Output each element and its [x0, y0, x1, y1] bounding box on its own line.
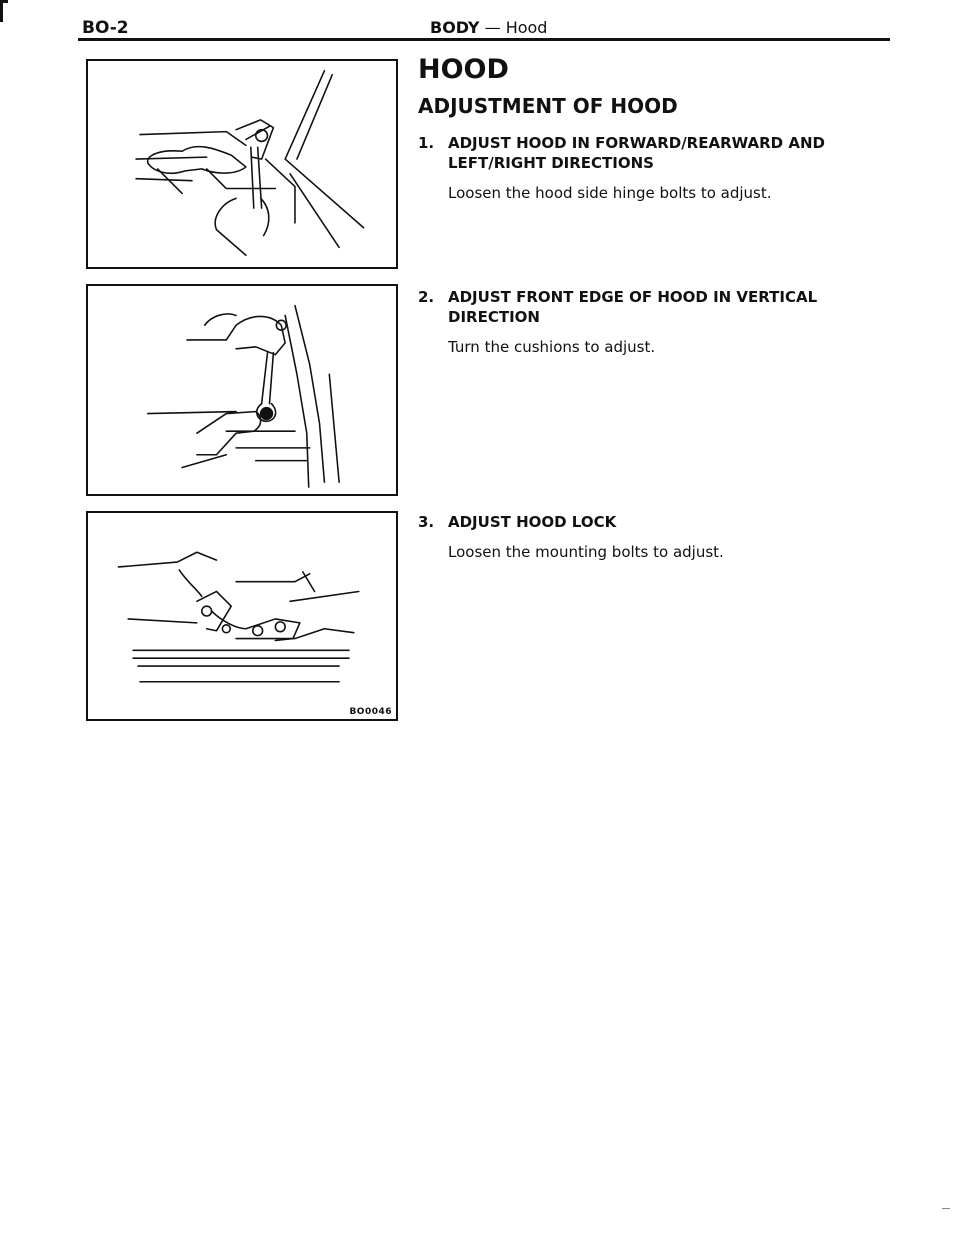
- step-3-body: Loosen the mounting bolts to adjust.: [448, 543, 724, 561]
- step-1-body: Loosen the hood side hinge bolts to adjust.: [448, 184, 772, 202]
- page-number: BO-2: [82, 18, 129, 38]
- header-topic: Hood: [505, 18, 548, 37]
- header-rule: [78, 38, 890, 41]
- step-2-header: [418, 287, 888, 327]
- step-1-heading: ADJUST HOOD IN FORWARD/REARWARD AND LEFT/RIGHT DIRECTIONS: [448, 134, 825, 172]
- figure-code: BO0046: [349, 707, 392, 717]
- step-2: [418, 287, 888, 357]
- scan-speck: [942, 1208, 950, 1209]
- step-1: [418, 133, 888, 203]
- step-3-number: 3.: [418, 513, 435, 531]
- header-dash: —: [484, 18, 501, 37]
- step-1-header: [418, 133, 888, 173]
- figure-cushion-adjustment: [86, 284, 398, 496]
- page-corner-mark: [0, 0, 8, 22]
- step-2-number: 2.: [418, 288, 435, 306]
- header-section: BODY: [430, 18, 480, 37]
- hinge-adjustment-illustration: [88, 61, 396, 267]
- step-1-number: 1.: [418, 134, 435, 152]
- step-3-header: [418, 512, 888, 532]
- section-subtitle: ADJUSTMENT OF HOOD: [418, 94, 678, 118]
- figure-hinge-adjustment: [86, 59, 398, 269]
- step-2-body: Turn the cushions to adjust.: [448, 338, 656, 356]
- cushion-adjustment-illustration: [88, 286, 396, 494]
- step-3: [418, 512, 888, 562]
- page-title: HOOD: [418, 54, 509, 85]
- step-2-heading: ADJUST FRONT EDGE OF HOOD IN VERTICAL DIRECTION: [448, 288, 818, 326]
- step-3-heading: ADJUST HOOD LOCK: [448, 513, 617, 531]
- header-title: [430, 18, 547, 37]
- hood-lock-illustration: [88, 513, 396, 719]
- figure-hood-lock: [86, 511, 398, 721]
